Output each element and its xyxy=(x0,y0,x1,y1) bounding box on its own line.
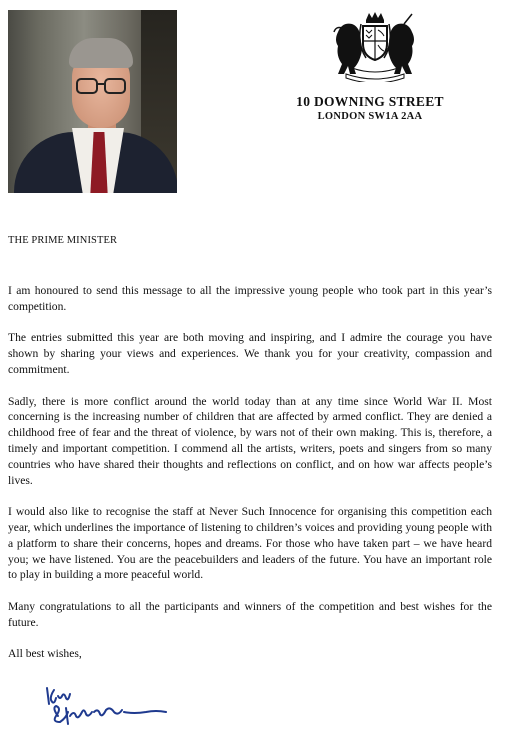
letter-closing: All best wishes, xyxy=(8,647,82,661)
letter-paragraph: The entries submitted this year are both moving and inspiring, and I admire the courage you have shown by sharing your views and experiences. We thank you for your creativity, compassion and commitment. xyxy=(8,331,492,376)
letter-body xyxy=(8,283,492,678)
letter-paragraph: I am honoured to send this message to all the impressive young people who took part in this year’s competition. xyxy=(8,284,492,313)
letterhead-city: LONDON SW1A 2AA xyxy=(317,111,423,122)
royal-coat-of-arms-icon xyxy=(332,10,418,82)
letterhead-street: 10 DOWNING STREET xyxy=(296,94,444,109)
letter-paragraph: Sadly, there is more conflict around the world today than at any time since World War II. Most concerning is the increasing number of children that are affected by armed conflict. They are denied a childhood free of fear and the threat of violence, by wars not of their own making. This is, therefore, a timely and important competition. I commend all the artists, writers, poets and singers from so many countries who have shared their thoughts and reflections on conflict, and on how war affects people’s lives. xyxy=(8,394,492,487)
letter-paragraph: I would also like to recognise the staff at Never Such Innocence for organising this competition each year, which underlines the importance of listening to children’s voices and providing young people with a platform to share their concerns, hopes and dreams. For those who have taken part – we have heard you; we have listened. You are the peacebuilders and leaders of the future. You have an important role to play in building a more peaceful world. xyxy=(8,505,492,582)
sender-title: THE PRIME MINISTER xyxy=(8,235,118,246)
letter-paragraph: Many congratulations to all the participants and winners of the competition and best wishes for the future. xyxy=(8,599,492,629)
prime-minister-portrait xyxy=(8,10,177,193)
handwritten-signature xyxy=(42,682,172,732)
letterhead-address xyxy=(280,94,460,123)
